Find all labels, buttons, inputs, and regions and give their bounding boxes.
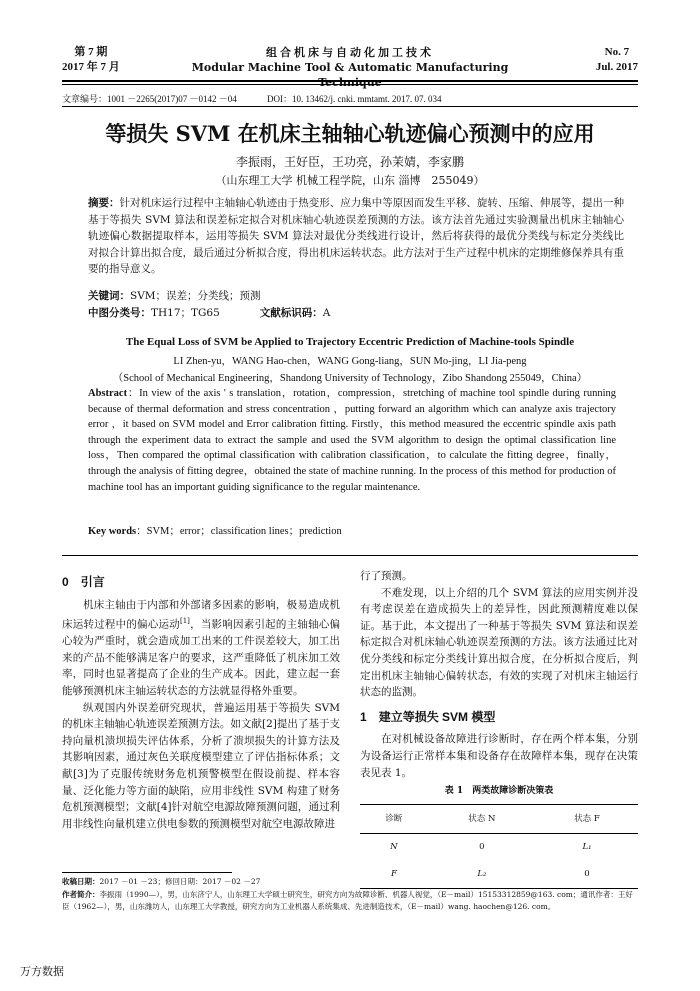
paper-title-cn: 等损失 SVM 在机床主轴轴心轨迹偏心预测中的应用 (105, 121, 595, 146)
running-header-left (62, 45, 120, 75)
paragraph: 不难发现，以上介绍的几个 SVM 算法的应用实例并没有考虑误差在造成损失上的差异性，因此预测精度难以保证。基于此，本文提出了一种基于等损失 SVM 算法和误差标定拟合对机床轴心轨迹误差预测的方法。该方法通过比对优分类线和标定分类线计算出拟合度，在分析拟合度后，判定出机床主轴轴心偏转状态，有效的实现了对机床主轴运行状态的监测。 (360, 586, 638, 699)
doc-code-value: A (322, 307, 331, 319)
keywords-en-label: Key words (88, 526, 137, 537)
table-caption: 表 1 两类故障诊断决策表 (444, 786, 554, 797)
table-cell: L₁ (582, 842, 592, 853)
affiliation-cn: （山东理工大学 机械工程学院，山东 淄博 255049） (215, 174, 485, 187)
section-number: 1 (360, 709, 367, 724)
keywords-en (88, 523, 342, 538)
article-number: 文章编号：1001 －2265(2017)07 －0142 －04 (62, 94, 237, 104)
section-title: 建立等损失 SVM 模型 (378, 709, 496, 724)
classification-cn (88, 305, 330, 320)
section-number: 0 (62, 575, 69, 589)
paper-title-en: The Equal Loss of SVM be Applied to Trajectory Eccentric Prediction of Machine-tools Spindle (125, 336, 575, 348)
body-column-right (360, 568, 638, 889)
table-header-cell: 状态 N (428, 804, 536, 834)
authors-cn: 李振雨，王好臣，王功亮，孙茉婧，李家鹏 (235, 155, 464, 169)
body-column-left (62, 570, 340, 832)
issue-date-en: Jul. 2017 (595, 61, 638, 73)
keywords-cn-text: SVM；误差；分类线；预测 (130, 290, 261, 302)
table-cell: 0 (536, 861, 638, 888)
issue-number-en: No. 7 (604, 46, 630, 58)
table-header-row (360, 804, 638, 834)
journal-name-en: Modular Machine Tool & Automatic Manufacturing Technique (191, 61, 509, 89)
keywords-en-text: ：SVM；error；classification lines；prediction (136, 526, 342, 537)
abstract-cn-text: 针对机床运行过程中主轴轴心轨迹由于热变形、应力集中等原因而发生平移、旋转、压缩、伸展等，提出一种基于等损失 SVM 算法和误差标定拟合对机床轴心轨迹误差预测的方法。该方法首先通过实验测量出机床主轴轴心轨迹偏心数据提取样本，运用等损失 SVM 算法对最优分类线进行设计，然后将获得的最优分类线与标定分类线比对拟合计算出拟合度，最后通过分析拟合度，得出机床运转状态。此方法对于生产过程中机床的定期维修保养具有重要的指导意义。 (88, 197, 624, 275)
doc-code-label: 文献标识码： (259, 307, 323, 319)
footnote (62, 876, 640, 914)
citation: [1] (179, 617, 190, 626)
doi: DOI：10. 13462/j. cnki. mmtamt. 2017. 07. 034 (267, 94, 442, 104)
keywords-cn-label: 关键词： (88, 290, 130, 302)
paragraph: 纵观国内外误差研究现状，普遍运用基于等损失 SVM 的机床主轴轴心轨迹误差预测方法。如文献[2]提出了基于支持向量机溃坝损失评估体系，分析了溃坝损失的计算方法及其影响因素，通过灰色关联度模型建立了评估指标体系；文献[3]为了克服传统财务危机预警模型在假设前提、样本容量、泛化能力等方面的缺陷，应用非线性 SVM 构建了财务危机预测模型；文献[4]针对航空电源故障预测问题，通过利用非线性向量机建立供电参数的预测模型对航空电源故障进 (62, 701, 340, 830)
header-rule-thin (62, 84, 638, 85)
table-row (360, 834, 638, 861)
table-cell: L₂ (428, 861, 536, 888)
abstract-en-text: ：In view of the axis ' s translation，rotation，compression，stretching of machine tool spindle during running because of thermal deformation and stress concentration ，putting forward an algorithm which can analyze axis trajectory error ，it based on SVM model and Error calibration fitting. Firstly，this method measured the eccentric spindle axis path through the experiment data to extract the sample and used the SVM algorithm to design the optimal classification line loss，Then compared the optimal classification with calibration classification，to calculate the fitting degree，finally，through the analysis of fitting degree，obtained the state of machine running. In the process of this method for production of machine tool has an important guiding significance to the regular maintenance. (88, 388, 616, 493)
abstract-cn-label: 摘要： (88, 197, 120, 209)
abstract-en (88, 386, 616, 495)
section-heading-1 (360, 709, 638, 726)
meta-rule (62, 106, 638, 107)
running-header-right (596, 45, 638, 75)
table-header-cell: 状态 F (536, 804, 638, 834)
table-cell: 0 (479, 842, 485, 853)
affiliation-en: （School of Mechanical Engineering，Shandong University of Technology，Zibo Shandong 255049，China） (112, 373, 588, 384)
abstract-en-label: Abstract (88, 388, 128, 399)
issue-date-cn: 2017 年 7 月 (62, 61, 120, 73)
wanfang-watermark: 万方数据 (20, 966, 64, 978)
table-cell: F (360, 861, 428, 888)
journal-name-cn: 组合机床与自动化加工技术 (266, 46, 434, 59)
header-rule-thick (62, 80, 638, 82)
received-date: 收稿日期：2017 －01 －23；修回日期：2017 －02 －27 (62, 877, 261, 886)
article-meta (62, 92, 470, 105)
authors-en: LI Zhen-yu，WANG Hao-chen，WANG Gong-liang，SUN Mo-jing，LI Jia-peng (173, 356, 527, 367)
table-header-cell: 诊断 (360, 804, 428, 834)
table-cell: N (390, 842, 398, 853)
paragraph: 在对机械设备故障进行诊断时，存在两个样本集，分别为设备运行正常样本集和设备存在故障样本集，现存在决策表见表 1。 (360, 733, 638, 779)
keywords-cn (88, 288, 261, 303)
author-bio: 作者简介：李振雨（1990—），男，山东济宁人，山东理工大学硕士研究生，研究方向为故障诊断、机器人视觉，（E－mail）15153312859@163. com；通讯作者：王好臣（1962—），男，山东潍坊人，山东理工大学教授，研究方向为工业机器人系统集成、先进制造技术，（E－mail）wang. haochen@126. com。 (62, 889, 633, 911)
clc-label: 中图分类号： (88, 307, 151, 319)
paragraph-continued: 行了预测。 (360, 570, 413, 582)
footnote-rule (62, 872, 232, 873)
issue-number-cn: 第 7 期 (74, 46, 108, 58)
section-title: 引言 (80, 575, 105, 589)
section-heading-0 (62, 574, 340, 591)
abstract-separator-rule (62, 555, 638, 556)
abstract-cn (88, 195, 624, 278)
clc-value: TH17；TG65 (151, 307, 220, 319)
paragraph: 机床主轴由于内部和外部诸多因素的影响，极易造成机床运转过程中的偏心运动[1]，当影响因素引起的主轴轴心偏心较为严重时，就会造成加工出来的工件误差较大，加工出来的产品不能够满足客户的要求，这严重降低了机床加工效率，同时也显著提高了企业的生产成本。因此，建立起一套能够预测机床主轴运转状态的方法就显得格外重要。 (62, 598, 341, 698)
